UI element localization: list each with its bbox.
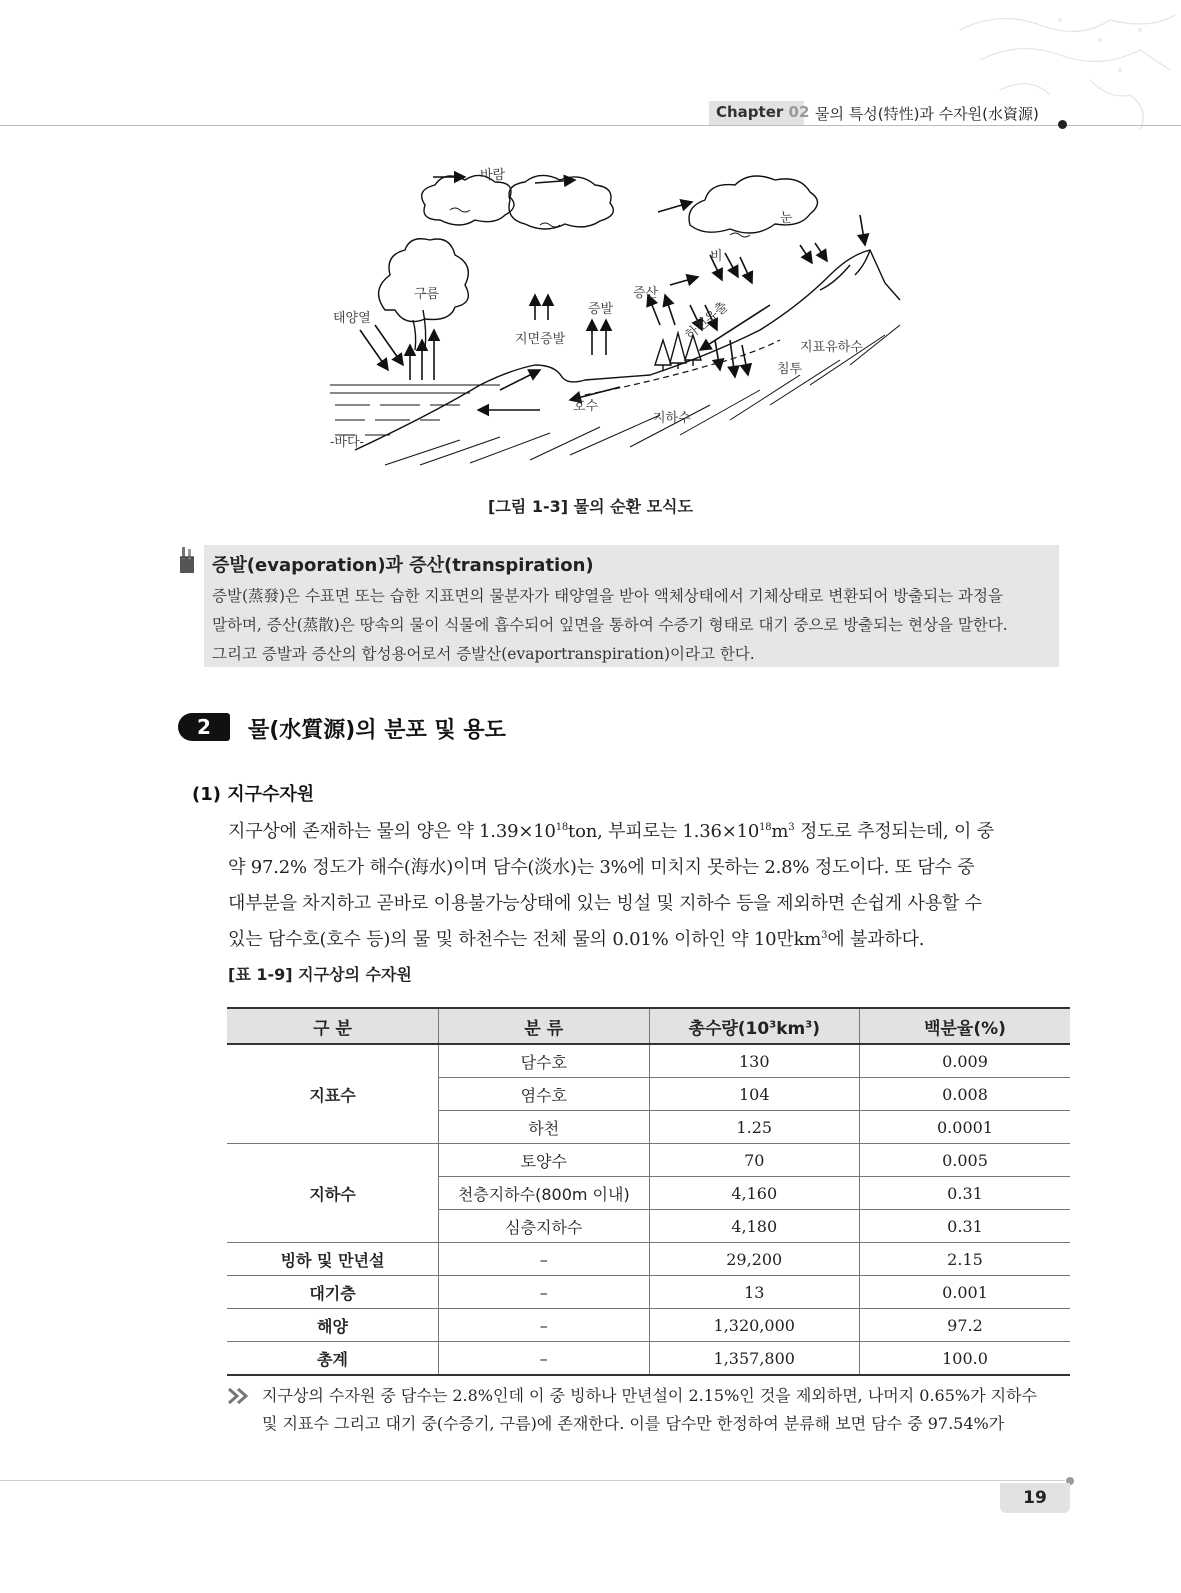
label-sea: -바다- (330, 435, 364, 450)
table-row (227, 1276, 1070, 1309)
percent-cell: 0.009 (859, 1044, 1070, 1078)
table-header-row (227, 1008, 1070, 1044)
type-cell: – (439, 1342, 649, 1376)
text-span: 에 불과하다. (827, 929, 925, 950)
pencil-cup-icon (176, 545, 200, 575)
type-cell: – (439, 1309, 649, 1342)
type-cell: 심층지하수 (439, 1210, 649, 1243)
header-bullet-dot (1058, 120, 1067, 129)
superscript: 3 (769, 1018, 777, 1030)
header-percent: 백분율(%) (859, 1008, 1070, 1044)
volume-cell: 13 (649, 1276, 859, 1309)
paragraph-line-1 (228, 814, 1068, 850)
text-span: ) (812, 1018, 820, 1039)
label-ground-evaporation: 지면증발 (515, 332, 566, 347)
subsection-title: (1) 지구수자원 (192, 784, 315, 805)
group-cell: 해양 (227, 1309, 439, 1342)
percent-cell: 0.0001 (859, 1111, 1070, 1144)
volume-cell: 130 (649, 1044, 859, 1078)
paragraph-line-3: 대부분을 차지하고 곧바로 이용불가능상태에 있는 빙설 및 지하수 등을 제외하면 손쉽게 사용할 수 (228, 893, 982, 914)
footnote-line-1: 지구상의 수자원 중 담수는 2.8%인데 이 중 빙하나 만년설이 2.15%인 것을 제외하면, 나머지 0.65%가 지하수 (262, 1386, 1038, 1405)
superscript: 3 (788, 822, 795, 833)
percent-cell: 97.2 (859, 1309, 1070, 1342)
volume-cell: 29,200 (649, 1243, 859, 1276)
paragraph-line-2: 약 97.2% 정도가 해수(海水)이며 담수(淡水)는 3%에 미치지 못하는 2.8% 정도이다. 또 담수 중 (228, 857, 975, 878)
group-cell: 총계 (227, 1342, 439, 1376)
note-line: 증발(蒸發)은 수표면 또는 습한 지표면의 물분자가 태양열을 받아 액체상태에서 기체상태로 변환되어 방출되는 과정을 (212, 587, 1003, 605)
page-number: 19 (1000, 1483, 1070, 1513)
text-span: m (771, 821, 789, 842)
paragraph-line-4 (228, 922, 1068, 958)
header-rule (0, 125, 1181, 126)
percent-cell: 0.31 (859, 1210, 1070, 1243)
header-category: 구 분 (227, 1008, 439, 1044)
text-span: ton, 부피로는 1.36×10 (568, 821, 760, 842)
label-lake: 호수 (573, 399, 599, 414)
volume-cell: 104 (649, 1078, 859, 1111)
chapter-word: Chapter (716, 103, 784, 121)
table-row (227, 1144, 1070, 1177)
label-river-runoff: 하천유출 (682, 299, 732, 344)
type-cell: 담수호 (439, 1044, 649, 1078)
volume-cell: 1,320,000 (649, 1309, 859, 1342)
table-caption: [표 1-9] 지구상의 수자원 (228, 965, 412, 984)
superscript: 18 (759, 822, 772, 833)
label-infiltration: 침투 (777, 362, 803, 377)
percent-cell: 100.0 (859, 1342, 1070, 1376)
header-classification: 분 류 (439, 1008, 649, 1044)
note-body (212, 582, 1054, 669)
note-title: 증발(evaporation)과 증산(transpiration) (212, 555, 594, 576)
type-cell: 토양수 (439, 1144, 649, 1177)
volume-cell: 4,180 (649, 1210, 859, 1243)
percent-cell: 0.31 (859, 1177, 1070, 1210)
label-evaporation: 증발 (588, 302, 614, 317)
type-cell: – (439, 1243, 649, 1276)
type-cell: 천층지하수(800m 이내) (439, 1177, 649, 1210)
percent-cell: 0.005 (859, 1144, 1070, 1177)
label-groundwater: 지하수 (653, 411, 691, 426)
text-span: 있는 담수호(호수 등)의 물 및 하천수는 전체 물의 0.01% 이하인 약 10만km (228, 929, 822, 950)
footnote-line-2: 및 지표수 그리고 대기 중(수증기, 구름)에 존재한다. 이를 담수만 한정하여 분류해 보면 담수 중 97.54%가 (262, 1414, 1005, 1433)
percent-cell: 0.001 (859, 1276, 1070, 1309)
label-wind: 바람 (480, 168, 506, 183)
table-row (227, 1342, 1070, 1376)
chapter-number: 02 (788, 103, 810, 121)
label-surface-runoff: 지표유하수 (800, 340, 863, 355)
superscript: 18 (555, 822, 569, 833)
type-cell: 염수호 (439, 1078, 649, 1111)
text-span: 정도로 추정되는데, 이 중 (794, 821, 994, 842)
group-cell: 지하수 (227, 1144, 439, 1243)
running-header-title: 물의 특성(特性)과 수자원(水資源) (815, 105, 1039, 123)
group-cell: 지표수 (227, 1044, 439, 1144)
text-span: 총수량(10 (688, 1018, 770, 1039)
volume-cell: 1.25 (649, 1111, 859, 1144)
superscript: 3 (805, 1018, 813, 1030)
body-paragraph (228, 814, 1068, 958)
group-cell: 빙하 및 만년설 (227, 1243, 439, 1276)
figure-caption: [그림 1-3] 물의 순환 모식도 (488, 497, 693, 516)
chapter-label (716, 103, 809, 121)
group-cell: 대기층 (227, 1276, 439, 1309)
table-row (227, 1243, 1070, 1276)
superscript: 3 (821, 930, 828, 941)
volume-cell: 70 (649, 1144, 859, 1177)
table-row (227, 1309, 1070, 1342)
percent-cell: 2.15 (859, 1243, 1070, 1276)
footer-rule (0, 1480, 1065, 1481)
type-cell: – (439, 1276, 649, 1309)
label-solar-heat: 태양열 (333, 311, 371, 326)
percent-cell: 0.008 (859, 1078, 1070, 1111)
section-title: 물(水質源)의 분포 및 용도 (248, 718, 506, 743)
label-cloud: 구름 (414, 287, 440, 302)
note-line: 말하며, 증산(蒸散)은 땅속의 물이 식물에 흡수되어 잎면을 통하여 수증기 형태로 대기 중으로 방출되는 현상을 말한다. (212, 616, 1008, 634)
table-footnote (262, 1382, 1082, 1438)
header-volume (649, 1008, 859, 1044)
type-cell: 하천 (439, 1111, 649, 1144)
label-snow: 눈 (780, 211, 793, 226)
label-rain: 비 (710, 249, 723, 264)
table-row (227, 1044, 1070, 1078)
label-transpiration: 증산 (633, 286, 659, 301)
note-line: 그리고 증발과 증산의 합성용어로서 증발산(evaportranspiration)이라고 한다. (212, 645, 755, 663)
volume-cell: 1,357,800 (649, 1342, 859, 1376)
text-span: 지구상에 존재하는 물의 양은 약 1.39×10 (228, 821, 556, 842)
double-chevron-icon (228, 1388, 252, 1404)
water-cycle-diagram (330, 165, 905, 470)
section-number-badge: 2 (178, 713, 230, 741)
water-resources-table (227, 1007, 1070, 1376)
volume-cell: 4,160 (649, 1177, 859, 1210)
text-span: km (776, 1018, 806, 1039)
